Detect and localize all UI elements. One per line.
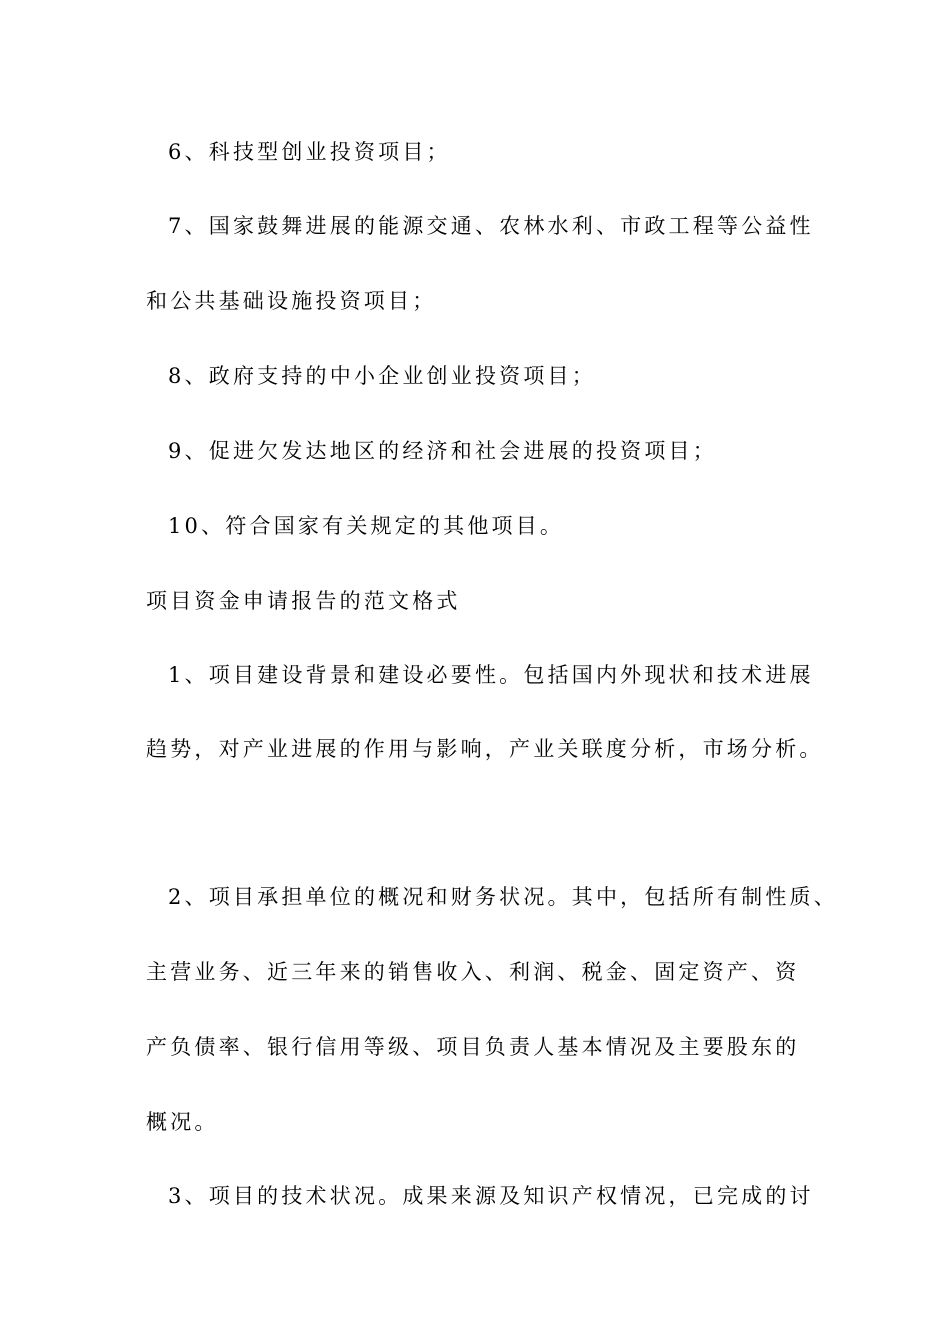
paragraph-2-continuation-3: 概况。 [146, 1110, 219, 1134]
list-item-10: 10、符合国家有关规定的其他项目。 [168, 514, 565, 538]
list-item-6: 6、科技型创业投资项目； [168, 140, 451, 164]
list-item-8: 8、政府支持的中小企业创业投资项目； [168, 364, 596, 388]
paragraph-2-continuation-1: 主营业务、近三年来的销售收入、利润、税金、固定资产、资 [146, 960, 800, 984]
list-item-7-continuation: 和公共基础设施投资项目； [146, 289, 437, 313]
list-item-7: 7、国家鼓舞进展的能源交通、农林水利、市政工程等公益性 [168, 214, 814, 238]
paragraph-3: 3、项目的技术状况。成果来源及知识产权情况，已完成的讨 [168, 1184, 814, 1208]
paragraph-1: 1、项目建设背景和建设必要性。包括国内外现状和技术进展 [168, 663, 814, 687]
paragraph-2-continuation-2: 产负债率、银行信用等级、项目负责人基本情况及主要股东的 [146, 1035, 800, 1059]
paragraph-2: 2、项目承担单位的概况和财务状况。其中，包括所有制性质、 [168, 885, 838, 909]
list-item-9: 9、促进欠发达地区的经济和社会进展的投资项目； [168, 439, 717, 463]
paragraph-1-continuation: 趋势，对产业进展的作用与影响，产业关联度分析，市场分析。 [146, 737, 824, 761]
section-heading: 项目资金申请报告的范文格式 [146, 589, 461, 613]
